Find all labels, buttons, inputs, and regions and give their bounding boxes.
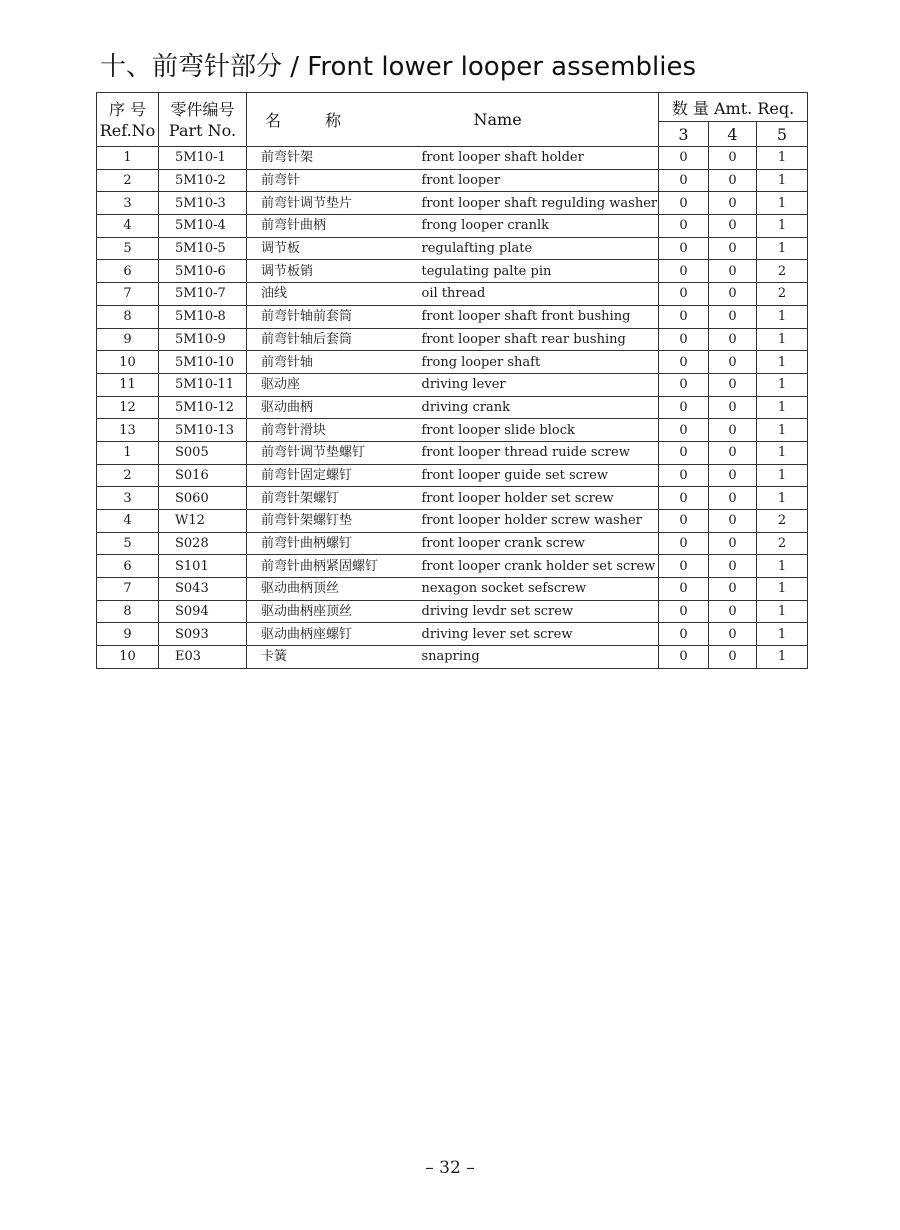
cell-part-no: 5M10-2	[159, 169, 247, 192]
cell-part-no: 5M10-3	[159, 192, 247, 215]
cell-name-cn: 前弯针曲柄	[247, 215, 412, 238]
cell-qty-3: 0	[659, 578, 709, 601]
cell-qty-4: 0	[709, 192, 757, 215]
table-row	[97, 464, 808, 487]
cell-part-no: S101	[159, 555, 247, 578]
cell-qty-3: 0	[659, 532, 709, 555]
cell-qty-3: 0	[659, 487, 709, 510]
cell-part-no: 5M10-1	[159, 147, 247, 170]
cell-ref: 5	[97, 532, 159, 555]
cell-ref: 2	[97, 464, 159, 487]
cell-qty-5: 1	[757, 396, 808, 419]
cell-qty-3: 0	[659, 147, 709, 170]
header-sub-3: 3	[659, 122, 709, 147]
cell-part-no: E03	[159, 646, 247, 669]
cell-qty-5: 1	[757, 169, 808, 192]
cell-qty-3: 0	[659, 419, 709, 442]
table-row	[97, 600, 808, 623]
table-row	[97, 215, 808, 238]
cell-name-en: front looper shaft front bushing	[412, 305, 659, 328]
cell-name-en: front looper thread ruide screw	[412, 441, 659, 464]
cell-qty-5: 1	[757, 646, 808, 669]
cell-ref: 13	[97, 419, 159, 442]
cell-ref: 11	[97, 373, 159, 396]
header-ref-en: Ref.No	[99, 120, 156, 140]
table-row	[97, 260, 808, 283]
header-name-cn	[247, 93, 412, 147]
cell-ref: 1	[97, 441, 159, 464]
page-number: – 32 –	[425, 1158, 475, 1178]
cell-ref: 7	[97, 578, 159, 601]
cell-qty-4: 0	[709, 464, 757, 487]
cell-qty-4: 0	[709, 260, 757, 283]
header-name-en: Name	[412, 93, 659, 147]
cell-name-cn: 油线	[247, 283, 412, 306]
cell-qty-5: 1	[757, 328, 808, 351]
cell-ref: 5	[97, 237, 159, 260]
cell-qty-3: 0	[659, 260, 709, 283]
cell-qty-5: 2	[757, 532, 808, 555]
cell-qty-3: 0	[659, 396, 709, 419]
table-row	[97, 305, 808, 328]
header-part-cn: 零件编号	[170, 99, 235, 119]
cell-name-en: front looper shaft regulding washer	[412, 192, 659, 215]
header-sub-4: 4	[709, 122, 757, 147]
cell-name-cn: 驱动曲柄	[247, 396, 412, 419]
cell-name-cn: 前弯针固定螺钉	[247, 464, 412, 487]
table-row	[97, 283, 808, 306]
cell-name-en: front looper holder screw washer	[412, 510, 659, 533]
cell-qty-4: 0	[709, 646, 757, 669]
cell-qty-3: 0	[659, 169, 709, 192]
table-row	[97, 328, 808, 351]
cell-ref: 3	[97, 192, 159, 215]
cell-name-en: front looper shaft holder	[412, 147, 659, 170]
cell-qty-4: 0	[709, 396, 757, 419]
cell-part-no: 5M10-4	[159, 215, 247, 238]
cell-qty-3: 0	[659, 600, 709, 623]
cell-qty-4: 0	[709, 623, 757, 646]
cell-name-cn: 驱动曲柄顶丝	[247, 578, 412, 601]
cell-part-no: 5M10-13	[159, 419, 247, 442]
cell-part-no: 5M10-5	[159, 237, 247, 260]
cell-name-cn: 驱动曲柄座顶丝	[247, 600, 412, 623]
cell-name-cn: 驱动座	[247, 373, 412, 396]
header-sub-5: 5	[757, 122, 808, 147]
cell-name-en: front looper	[412, 169, 659, 192]
cell-qty-3: 0	[659, 215, 709, 238]
cell-name-en: driving crank	[412, 396, 659, 419]
cell-ref: 8	[97, 305, 159, 328]
cell-part-no: S094	[159, 600, 247, 623]
cell-ref: 12	[97, 396, 159, 419]
cell-part-no: 5M10-11	[159, 373, 247, 396]
cell-name-en: front looper slide block	[412, 419, 659, 442]
cell-qty-4: 0	[709, 283, 757, 306]
cell-qty-4: 0	[709, 419, 757, 442]
cell-qty-5: 1	[757, 305, 808, 328]
cell-qty-3: 0	[659, 192, 709, 215]
table-row	[97, 487, 808, 510]
cell-qty-3: 0	[659, 283, 709, 306]
cell-name-cn: 驱动曲柄座螺钉	[247, 623, 412, 646]
cell-qty-4: 0	[709, 351, 757, 374]
cell-ref: 4	[97, 215, 159, 238]
cell-qty-4: 0	[709, 441, 757, 464]
cell-name-en: driving levdr set screw	[412, 600, 659, 623]
cell-qty-4: 0	[709, 555, 757, 578]
cell-name-en: front looper crank screw	[412, 532, 659, 555]
header-amount: 数 量 Amt. Req.	[659, 93, 808, 122]
cell-qty-3: 0	[659, 555, 709, 578]
table-row	[97, 441, 808, 464]
table-row	[97, 419, 808, 442]
cell-name-en: driving lever set screw	[412, 623, 659, 646]
cell-ref: 10	[97, 351, 159, 374]
cell-part-no: S005	[159, 441, 247, 464]
cell-name-en: snapring	[412, 646, 659, 669]
cell-name-en: driving lever	[412, 373, 659, 396]
cell-qty-4: 0	[709, 532, 757, 555]
cell-qty-4: 0	[709, 373, 757, 396]
cell-part-no: 5M10-10	[159, 351, 247, 374]
table-row	[97, 351, 808, 374]
header-ref	[97, 93, 159, 147]
table-row	[97, 147, 808, 170]
cell-part-no: W12	[159, 510, 247, 533]
cell-name-cn: 前弯针调节垫片	[247, 192, 412, 215]
cell-name-en: nexagon socket sefscrew	[412, 578, 659, 601]
cell-qty-4: 0	[709, 510, 757, 533]
cell-name-cn: 前弯针滑块	[247, 419, 412, 442]
cell-qty-5: 1	[757, 351, 808, 374]
table-row	[97, 510, 808, 533]
cell-qty-5: 1	[757, 419, 808, 442]
cell-qty-4: 0	[709, 215, 757, 238]
cell-name-en: regulafting plate	[412, 237, 659, 260]
page-title: 十、前弯针部分 / Front lower looper assemblies	[100, 52, 696, 82]
cell-name-en: oil thread	[412, 283, 659, 306]
cell-qty-3: 0	[659, 305, 709, 328]
cell-qty-4: 0	[709, 328, 757, 351]
cell-qty-5: 1	[757, 147, 808, 170]
cell-part-no: S060	[159, 487, 247, 510]
cell-ref: 8	[97, 600, 159, 623]
header-ref-cn: 序 号	[108, 99, 147, 119]
cell-qty-5: 1	[757, 192, 808, 215]
cell-name-en: front looper guide set screw	[412, 464, 659, 487]
cell-part-no: 5M10-8	[159, 305, 247, 328]
cell-part-no: S016	[159, 464, 247, 487]
table-row	[97, 192, 808, 215]
cell-name-en: front looper holder set screw	[412, 487, 659, 510]
cell-name-cn: 前弯针轴后套筒	[247, 328, 412, 351]
cell-qty-3: 0	[659, 510, 709, 533]
header-name-cn-2: 称	[325, 111, 342, 130]
cell-qty-3: 0	[659, 441, 709, 464]
parts-table	[96, 92, 808, 669]
header-part	[159, 93, 247, 147]
table-row	[97, 237, 808, 260]
cell-name-cn: 前弯针调节垫螺钉	[247, 441, 412, 464]
cell-name-cn: 前弯针架螺钉	[247, 487, 412, 510]
cell-qty-4: 0	[709, 600, 757, 623]
cell-ref: 3	[97, 487, 159, 510]
cell-qty-3: 0	[659, 623, 709, 646]
header-name-cn-1: 名	[265, 111, 282, 130]
cell-part-no: 5M10-12	[159, 396, 247, 419]
cell-name-cn: 前弯针架	[247, 147, 412, 170]
cell-qty-4: 0	[709, 169, 757, 192]
cell-qty-3: 0	[659, 328, 709, 351]
header-part-en: Part No.	[168, 120, 237, 140]
cell-ref: 6	[97, 555, 159, 578]
cell-ref: 7	[97, 283, 159, 306]
cell-qty-4: 0	[709, 578, 757, 601]
cell-name-en: front looper crank holder set screw	[412, 555, 659, 578]
cell-qty-4: 0	[709, 237, 757, 260]
cell-qty-5: 1	[757, 578, 808, 601]
cell-name-en: frong looper shaft	[412, 351, 659, 374]
cell-qty-3: 0	[659, 351, 709, 374]
cell-name-cn: 前弯针	[247, 169, 412, 192]
cell-name-en: tegulating palte pin	[412, 260, 659, 283]
cell-qty-5: 2	[757, 510, 808, 533]
cell-name-en: front looper shaft rear bushing	[412, 328, 659, 351]
cell-name-cn: 前弯针架螺钉垫	[247, 510, 412, 533]
cell-part-no: 5M10-7	[159, 283, 247, 306]
cell-qty-4: 0	[709, 305, 757, 328]
cell-part-no: 5M10-9	[159, 328, 247, 351]
cell-name-cn: 卡簧	[247, 646, 412, 669]
cell-ref: 9	[97, 623, 159, 646]
cell-qty-3: 0	[659, 373, 709, 396]
cell-qty-3: 0	[659, 646, 709, 669]
cell-qty-5: 1	[757, 373, 808, 396]
cell-ref: 6	[97, 260, 159, 283]
cell-qty-5: 1	[757, 600, 808, 623]
table-header	[97, 93, 808, 147]
cell-ref: 1	[97, 147, 159, 170]
cell-part-no: S043	[159, 578, 247, 601]
cell-ref: 4	[97, 510, 159, 533]
table-row	[97, 646, 808, 669]
cell-qty-4: 0	[709, 147, 757, 170]
cell-qty-5: 2	[757, 283, 808, 306]
table-row	[97, 532, 808, 555]
cell-ref: 10	[97, 646, 159, 669]
table-row	[97, 373, 808, 396]
cell-qty-3: 0	[659, 464, 709, 487]
cell-qty-3: 0	[659, 237, 709, 260]
cell-qty-5: 1	[757, 237, 808, 260]
cell-name-en: frong looper cranlk	[412, 215, 659, 238]
cell-ref: 9	[97, 328, 159, 351]
cell-qty-5: 1	[757, 487, 808, 510]
cell-name-cn: 前弯针轴	[247, 351, 412, 374]
cell-qty-5: 1	[757, 441, 808, 464]
table-body	[97, 147, 808, 669]
cell-name-cn: 调节板销	[247, 260, 412, 283]
cell-name-cn: 前弯针轴前套筒	[247, 305, 412, 328]
cell-part-no: S028	[159, 532, 247, 555]
cell-qty-4: 0	[709, 487, 757, 510]
cell-part-no: 5M10-6	[159, 260, 247, 283]
cell-name-cn: 前弯针曲柄紧固螺钉	[247, 555, 412, 578]
cell-part-no: S093	[159, 623, 247, 646]
cell-qty-5: 1	[757, 555, 808, 578]
cell-qty-5: 1	[757, 215, 808, 238]
cell-qty-5: 1	[757, 464, 808, 487]
cell-name-cn: 前弯针曲柄螺钉	[247, 532, 412, 555]
table-row	[97, 555, 808, 578]
cell-ref: 2	[97, 169, 159, 192]
table-row	[97, 578, 808, 601]
cell-qty-5: 1	[757, 623, 808, 646]
table-row	[97, 623, 808, 646]
table-row	[97, 396, 808, 419]
cell-name-cn: 调节板	[247, 237, 412, 260]
table-row	[97, 169, 808, 192]
cell-qty-5: 2	[757, 260, 808, 283]
